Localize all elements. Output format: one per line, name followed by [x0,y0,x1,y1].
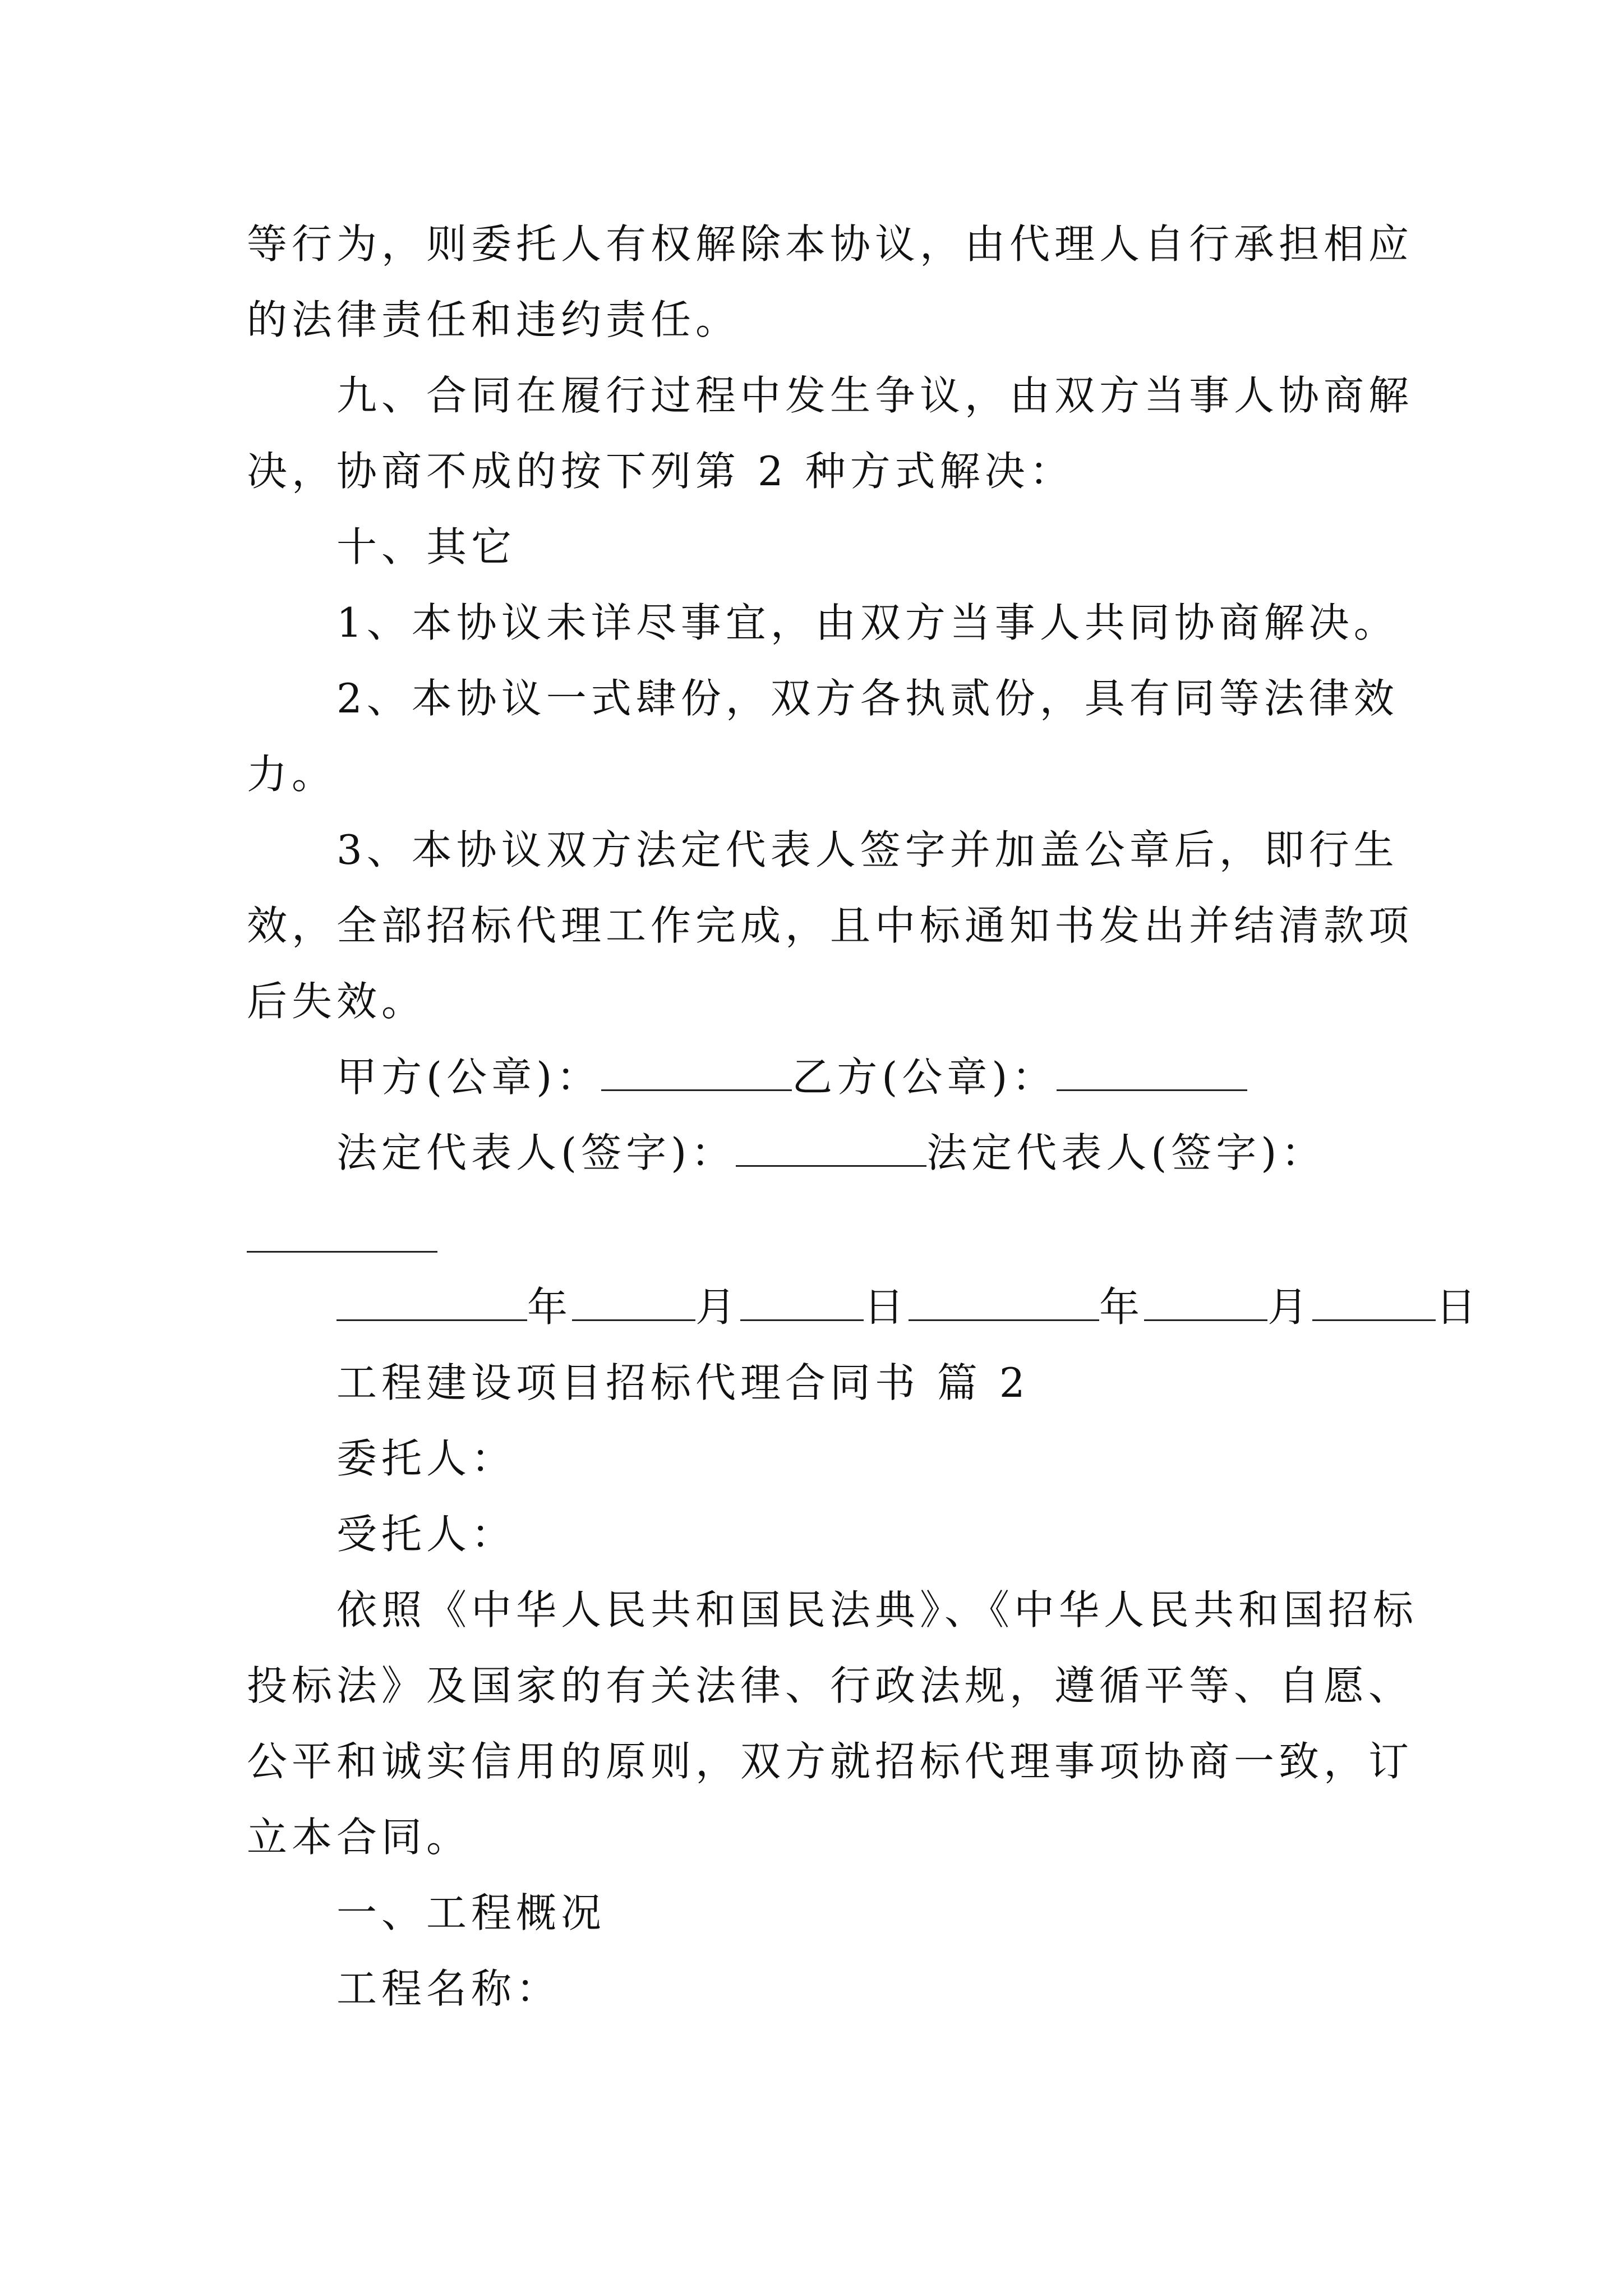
year-b-label: 年 [1099,1283,1145,1331]
item-3-line-1: 3、本协议双方法定代表人签字并加盖公章后，即行生 [336,826,1399,873]
rep-a-label: 法定代表人(签字)： [336,1129,736,1176]
clause-10-heading: 十、其它 [336,523,517,570]
clause-9-line-2: 决，协商不成的按下列第 2 种方式解决： [247,448,1075,495]
party-a-seal-label: 甲方(公章)： [336,1053,602,1101]
preamble-line-4: 立本合同。 [247,1814,472,1861]
seal-line [336,1049,1247,1105]
preamble-line-3: 公平和诚实信用的原则，双方就招标代理事项协商一致，订 [247,1738,1414,1785]
date-line [336,1279,1481,1335]
clause-9-line-1: 九、合同在履行过程中发生争议，由双方当事人协商解 [336,372,1414,419]
representative-line [336,1125,1326,1181]
party-b-seal-label: 乙方(公章)： [792,1053,1057,1101]
body-line-1: 等行为，则委托人有权解除本协议，由代理人自行承担相应 [247,220,1414,268]
month-b-blank [1144,1285,1267,1321]
month-a-blank [572,1285,695,1321]
day-b-label: 日 [1436,1283,1481,1331]
section-2-title: 工程建设项目招标代理合同书 篇 2 [336,1359,1030,1406]
project-overview-heading: 一、工程概况 [336,1889,606,1936]
day-a-label: 日 [864,1283,909,1331]
party-a-seal-blank [601,1055,792,1091]
year-a-label: 年 [527,1283,573,1331]
preamble-line-2: 投标法》及国家的有关法律、行政法规，遵循平等、自愿、 [247,1662,1414,1709]
rep-b-label: 法定代表人(签字)： [926,1129,1326,1176]
rep-b-blank [247,1251,437,1253]
item-3-line-3: 后失效。 [247,978,427,1025]
client-label: 委托人： [336,1435,517,1482]
day-b-blank [1312,1285,1436,1321]
month-a-label: 月 [695,1283,741,1331]
year-b-blank [909,1285,1099,1321]
item-1: 1、本协议未详尽事宜，由双方当事人共同协商解决。 [336,599,1399,646]
project-name-label: 工程名称： [336,1965,561,2012]
month-b-label: 月 [1267,1283,1313,1331]
agent-label: 受托人： [336,1511,517,1558]
rep-a-blank [736,1130,926,1167]
year-a-blank [336,1285,527,1321]
party-b-seal-blank [1057,1055,1247,1091]
preamble-line-1: 依照《中华人民共和国民法典》、《中华人民共和国招标 [336,1586,1418,1634]
item-3-line-2: 效，全部招标代理工作完成，且中标通知书发出并结清款项 [247,902,1414,949]
body-line-2: 的法律责任和违约责任。 [247,296,741,343]
item-2-line-1: 2、本协议一式肆份，双方各执贰份，具有同等法律效 [336,675,1399,722]
day-a-blank [740,1285,864,1321]
item-2-line-2: 力。 [247,751,337,798]
